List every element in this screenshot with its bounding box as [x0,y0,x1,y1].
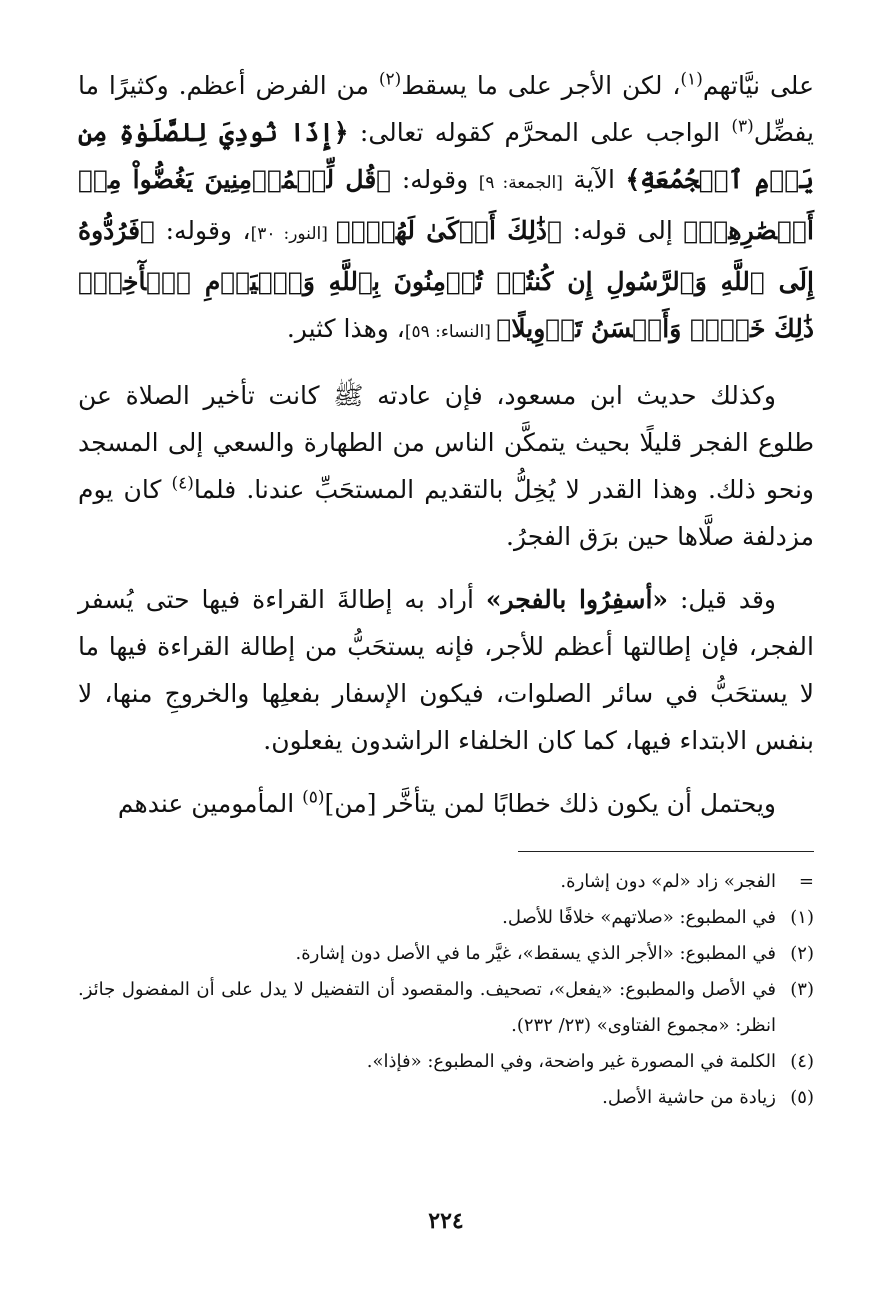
hadith-quote: «أسفِرُوا بالفجر» [485,585,669,614]
text-segment: على نيَّاتهم [702,71,814,100]
quran-quote-4: ﴿فَرُدُّوهُ إِلَى ٱللَّهِ وَٱلرَّسُولِ إِن كُنتُمۡ تُؤۡمِنُونَ بِٱللَّهِ وَٱلۡيَوۡمِ ٱلۡأٓخِرِۚ ذَٰلِكَ خَيۡرٞ وَأَحۡسَنُ تَأۡوِيلًا﴾ [78,216,814,343]
text-segment: وقوله: [391,165,479,194]
footnote-item [78,972,814,1044]
text-segment: المأمومين عندهم [117,789,303,818]
footnote-item [78,1080,814,1116]
footnote-ref-4: (٤) [171,473,194,494]
footnote-text: الكلمة في المصورة غير واضحة، وفي المطبوع: «فإذا». [366,1051,776,1072]
text-segment: الآية [562,165,626,194]
footnote-number: (١) [790,907,814,928]
text-segment: ، لكن الأجر على ما يسقط [401,71,681,100]
footnote-item [78,900,814,936]
text-segment: كان يوم مزدلفة صلَّاها حين برَق الفجرُ. [78,475,814,551]
text-segment: من الفرض أعظم. وكثيرًا ما يفضِّل [78,71,814,147]
footnote-item [78,864,814,900]
footnote-item [78,1044,814,1080]
footnote-number: (٣) [790,979,814,1000]
footnote-number: (٢) [790,943,814,964]
footnote-number: (٥) [790,1087,814,1108]
footnote-text: زيادة من حاشية الأصل. [602,1087,776,1108]
paragraph-4 [78,780,814,827]
footnote-ref-2: (٢) [378,69,402,90]
footnote-number: = [798,871,814,892]
footnote-item [78,936,814,972]
quran-quote-3: ﴿ذَٰلِكَ أَزۡكَىٰ لَهُمۡۚ﴾ [335,216,563,245]
paragraph-1 [78,62,814,356]
citation-1: [الجمعة: ٩] [478,173,563,193]
footnote-ref-1: (١) [680,69,703,90]
text-segment: ، وهذا كثير. [286,314,405,343]
footnote-text: في المطبوع: «الأجر الذي يسقط»، غيَّر ما في الأصل دون إشارة. [295,943,776,964]
footnote-ref-5: (٥) [302,787,325,808]
text-segment: وقد قيل: [668,585,777,614]
text-segment: أراد به إطالةَ القراءة فيها حتى يُسفر الفجر، فإن إطالتها أعظم للأجر، فإنه يستحَبُّ من إطالة القراءة فيها ما لا يستحَبُّ في سائر الصلوات، فيكون الإسفار بفعلِها والخروجِ منها، لا بنفس الابتداء فيها، كما كان الخلفاء الراشدون يفعلون. [78,585,814,755]
text-segment: الواجب على المحرَّم كقوله تعالى: [348,118,732,147]
quran-quote-2: ﴿قُل لِّلۡمُؤۡمِنِينَ يَغُضُّواْ مِنۡ أَبۡصَٰرِهِمۡ﴾ [78,165,814,245]
footnote-divider [518,851,814,852]
citation-3: [النساء: ٥٩] [404,322,497,342]
quran-quote-1: ﴿إِذَا نُودِيَ لِلصَّلَوٰةِ مِن يَوۡمِ ٱلۡجُمُعَةِ﴾ [78,118,814,194]
footnote-ref-3: (٣) [731,116,754,137]
footnote-text: في الأصل والمطبوع: «يفعل»، تصحيف. والمقصود أن التفضيل لا يدل على أن المفضول جائز. انظر: «مجموع الفتاوى» (٢٣/ ٢٣٢). [78,979,776,1036]
footnotes [78,864,814,1116]
footnote-text: الفجر» زاد «لم» دون إشارة. [560,871,776,892]
footnote-text: في المطبوع: «صلاتهم» خلافًا للأصل. [502,907,776,928]
text-segment: وكذلك حديث ابن مسعود، فإن عادته ﷺ كانت تأخير الصلاة عن طلوع الفجر قليلًا بحيث يتمكَّن الناس من الطهارة والسعي إلى المسجد ونحو ذلك. وهذا القدر لا يُخِلُّ بالتقديم المستحَبِّ عندنا. فلما [78,381,814,504]
paragraph-2 [78,372,814,560]
page-number: ٢٢٤ [428,1208,464,1234]
text-segment: ويحتمل أن يكون ذلك خطابًا لمن يتأخَّر [من] [324,789,776,818]
paragraph-3 [78,576,814,764]
text-segment: ، وقوله: [155,216,251,245]
text-segment: إلى قوله: [562,216,684,245]
citation-2: [النور: ٣٠] [250,224,336,244]
footnote-number: (٤) [790,1051,814,1072]
